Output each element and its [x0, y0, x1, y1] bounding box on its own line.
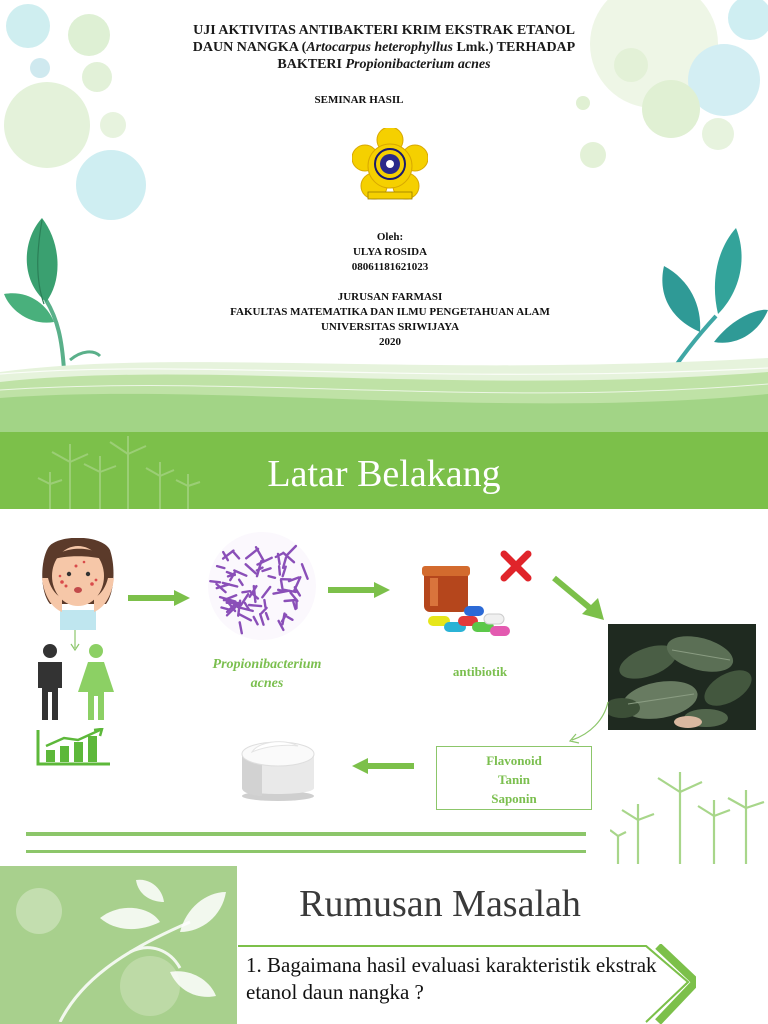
bacteria-rod — [210, 581, 220, 582]
divider-line — [26, 832, 586, 836]
decor-bubble — [642, 80, 700, 138]
research-question-1: 1. Bagaimana hasil evaluasi karakteristik ekstrak etanol daun nangka ? — [246, 953, 657, 1004]
problem-formulation-slide — [0, 864, 768, 1024]
leaf-branch-illustration — [40, 872, 230, 1022]
decor-bubble — [576, 96, 590, 110]
bacteria-rod — [279, 566, 280, 574]
compound-tanin: Tanin — [497, 772, 531, 787]
decor-bubble — [100, 112, 126, 138]
thesis-title-line-3: BAKTERI Propionibacterium acnes — [277, 57, 491, 72]
thesis-title-line-2: DAUN NANGKA (Artocarpus heterophyllus Lmk.) TERHADAP — [192, 40, 576, 55]
bacteria-rod — [249, 605, 261, 606]
department: JURUSAN FARMASI — [337, 291, 443, 303]
acne-face-illustration — [36, 538, 120, 630]
flow-arrow-diagonal — [550, 574, 606, 622]
red-x-icon — [500, 550, 532, 582]
curved-arrow-icon — [568, 700, 612, 746]
bacteria-rod — [269, 576, 275, 578]
author-name: ULYA ROSIDA — [352, 246, 428, 258]
wind-turbines-decoration — [610, 772, 768, 864]
decor-bubble — [68, 14, 110, 56]
compound-flavonoid: Flavonoid — [486, 753, 542, 768]
year: 2020 — [379, 336, 401, 348]
thesis-title-line-1: UJI AKTIVITAS ANTIBAKTERI KRIM EKSTRAK ETANOL — [193, 23, 575, 38]
bacteria-label: Propionibacterium acnes — [212, 657, 322, 691]
title-banner — [0, 432, 768, 509]
bacteria-rod — [242, 591, 250, 592]
jackfruit-leaves-photo — [608, 624, 756, 730]
author-by-label: Oleh: — [376, 231, 404, 243]
flow-arrow-left — [352, 758, 414, 774]
university-name: UNIVERSITAS SRIWIJAYA — [320, 321, 460, 333]
title-slide — [0, 0, 768, 432]
bacteria-culture-illustration — [206, 530, 318, 642]
decor-bubble — [702, 118, 734, 150]
decor-bubble — [30, 58, 50, 78]
slide-title: Rumusan Masalah — [299, 883, 581, 925]
faculty: FAKULTAS MATEMATIKA DAN ILMU PENGETAHUAN ALAM — [230, 306, 550, 318]
antibiotic-label: antibiotik — [452, 664, 508, 679]
decorative-green-panel — [0, 866, 237, 1024]
growth-chart-icon — [36, 728, 112, 768]
decor-bubble — [728, 0, 768, 40]
green-wave-decoration — [0, 338, 768, 432]
student-id: 08061181621023 — [351, 261, 429, 273]
bacteria-rod — [281, 580, 282, 588]
bacteria-rod — [254, 586, 256, 602]
male-female-icon — [28, 642, 120, 720]
compound-saponin: Saponin — [491, 791, 537, 806]
university-logo — [352, 128, 428, 204]
bacteria-rod — [285, 600, 297, 601]
flow-arrow-right-2 — [328, 582, 390, 598]
divider-line — [26, 850, 586, 853]
background-slide — [0, 432, 768, 864]
slide-title: Latar Belakang — [267, 453, 501, 495]
compound-list-box — [436, 746, 592, 810]
decor-bubble — [4, 82, 90, 168]
decor-bubble — [82, 62, 112, 92]
bacteria-rod — [264, 600, 265, 607]
decor-bubble — [6, 4, 50, 48]
decor-bubble — [580, 142, 606, 168]
seminar-label: SEMINAR HASIL — [314, 94, 404, 106]
flow-arrow-right-1 — [128, 590, 190, 606]
cream-jar-illustration — [238, 732, 318, 802]
